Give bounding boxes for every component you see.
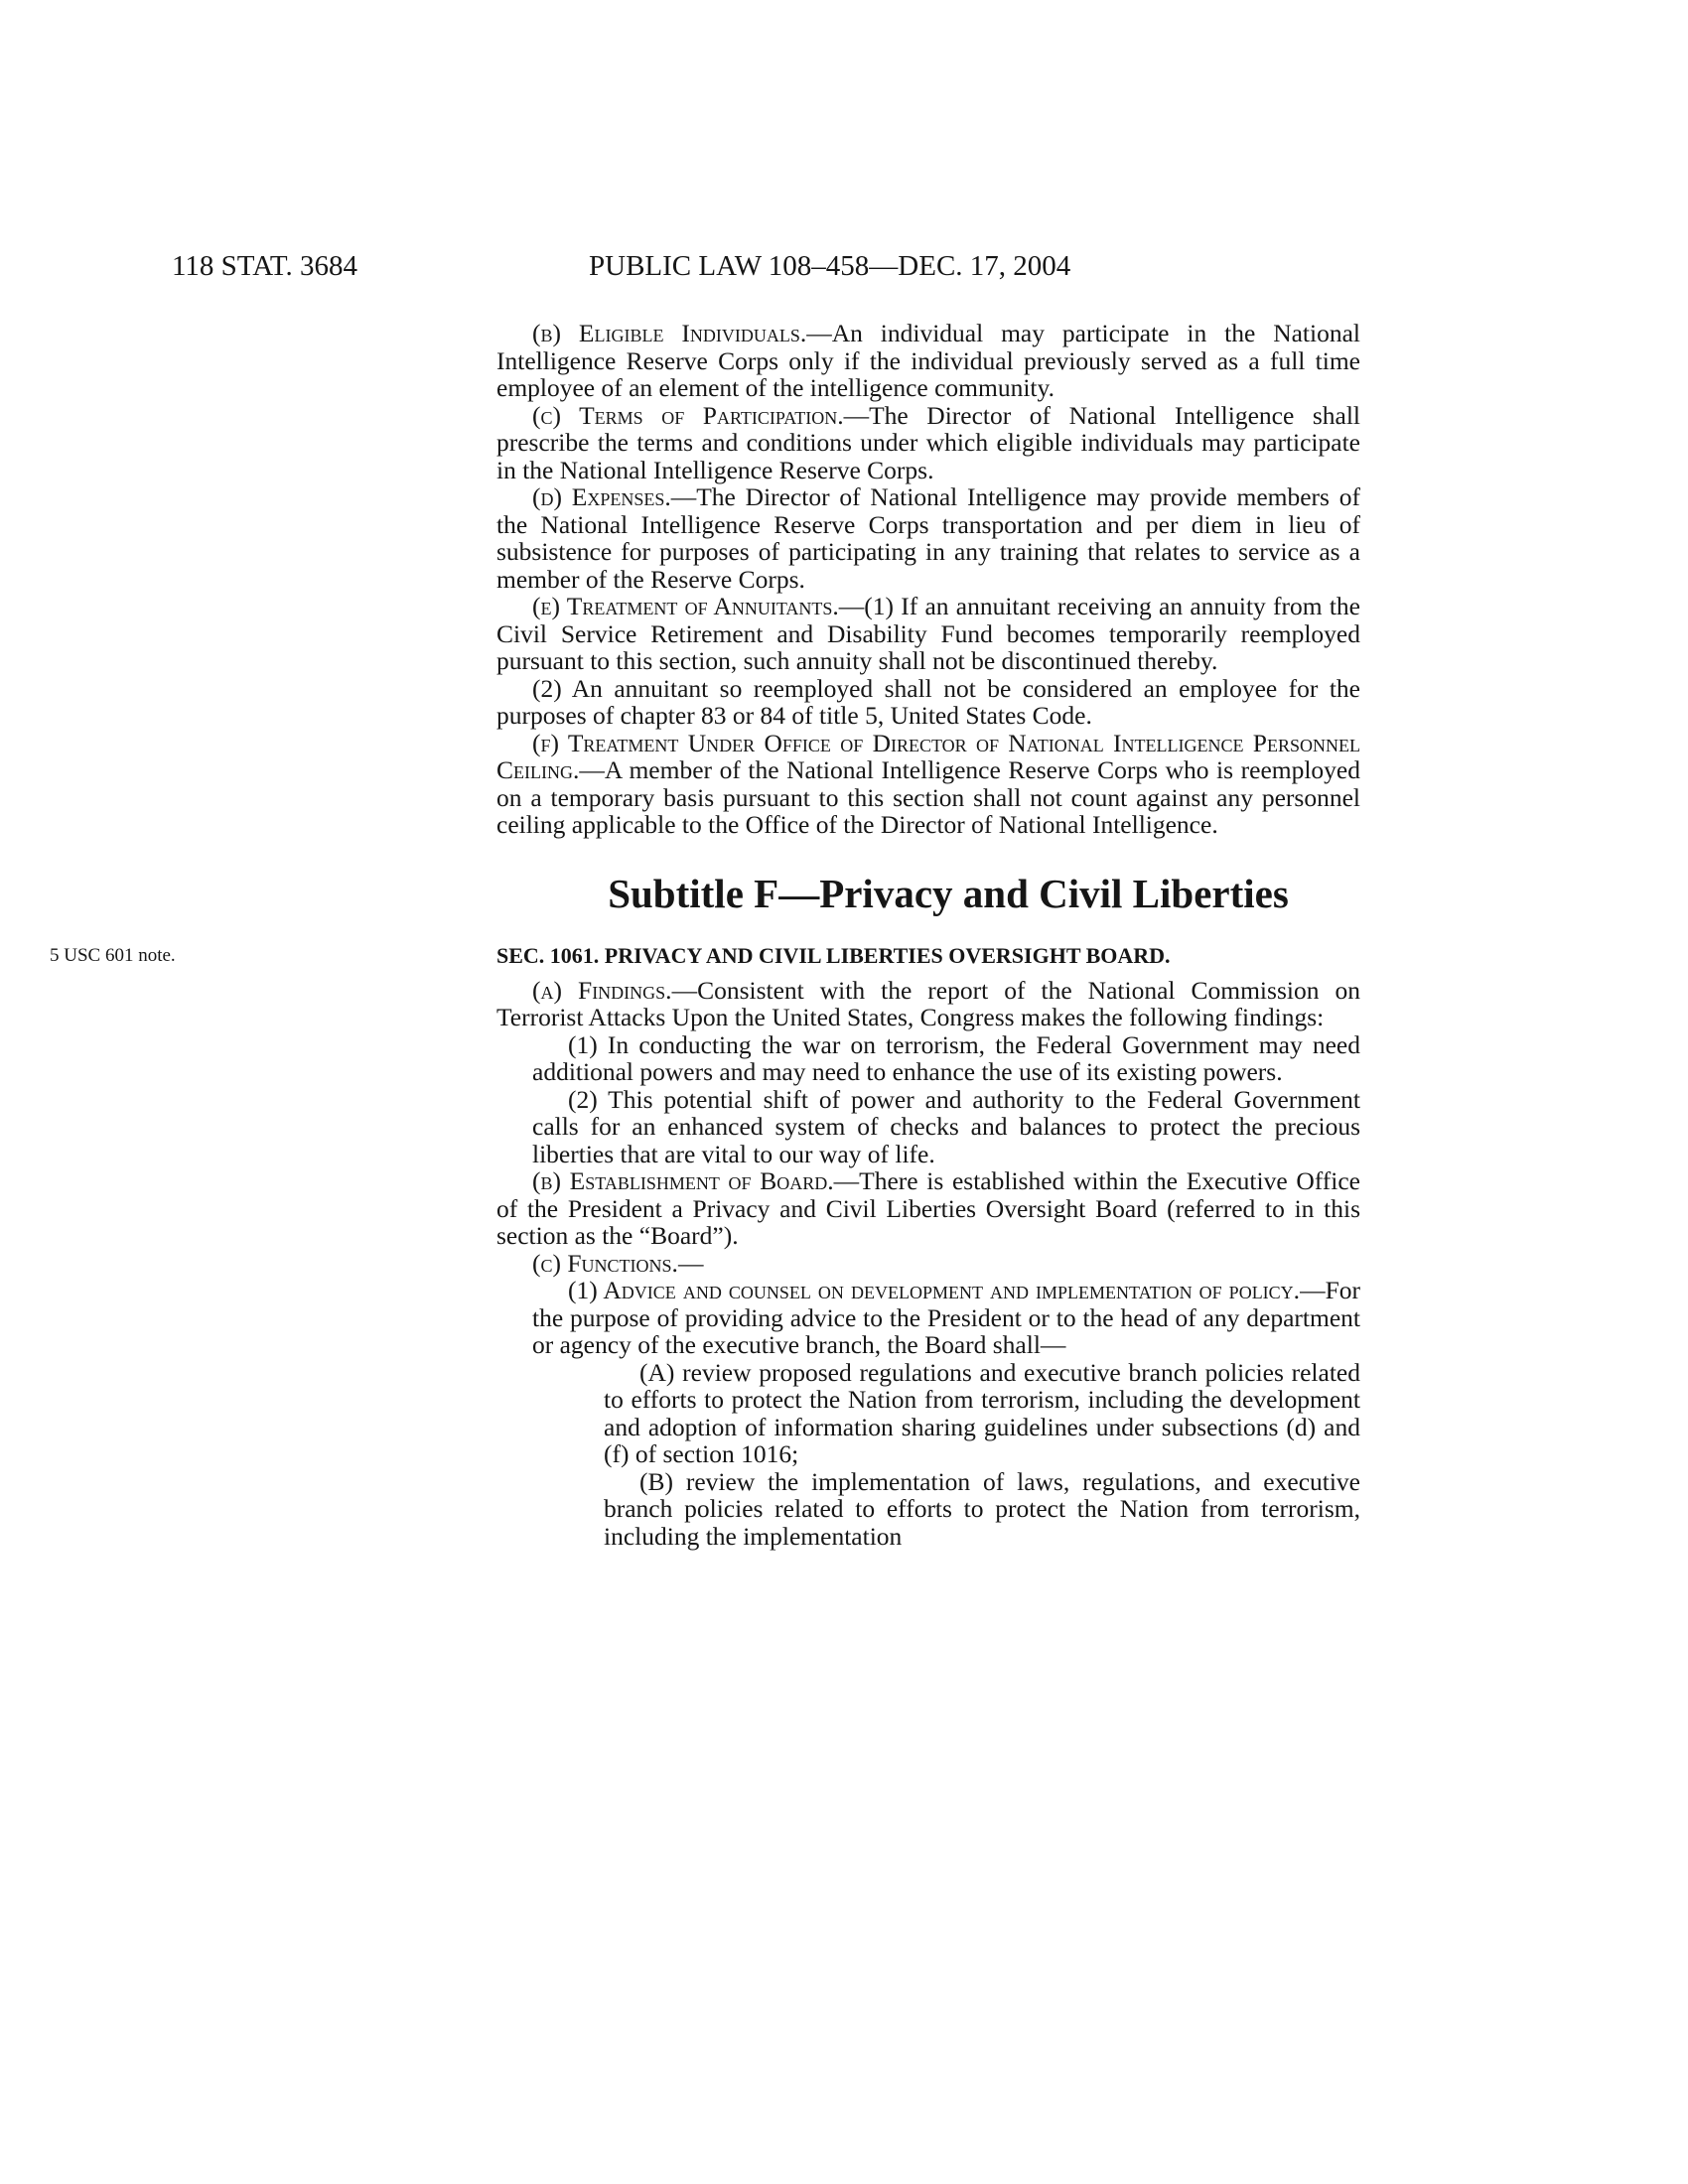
paragraph-text: —A member of the National Intelligence Reserve Corps who is reemployed on a temporary basis pursuant to this section shall not count against any personnel ceiling applicable to the Office of the Director of National Intelligence. — [496, 755, 1360, 839]
paragraph-text: —There is established within the Executive Office of the President a Privacy and Civil Liberties Oversight Board (referred to in this section as the “Board”). — [496, 1166, 1361, 1250]
page-header — [0, 250, 1688, 290]
body-column — [50, 319, 1361, 1551]
paragraph-text: (2) This potential shift of power and authority to the Federal Government calls for an enhanced system of checks and balances to protect the precious liberties that are vital to our way of life. — [532, 1084, 1360, 1168]
section-heading: SEC. 1061. PRIVACY AND CIVIL LIBERTIES OVERSIGHT BOARD. — [496, 942, 1171, 968]
paragraph-text: — — [677, 1248, 704, 1278]
margin-note: 5 USC 601 note. — [50, 944, 176, 966]
paragraph-b-eligible-individuals — [496, 320, 1360, 402]
paragraph-a-findings — [496, 977, 1360, 1031]
paragraph-text: —For the purpose of providing advice to the President or to the head of any department or agency of the executive branch, the Board shall— — [532, 1276, 1360, 1359]
paragraph-heading: (1) Advice and counsel on development and implementation of policy. — [568, 1276, 1301, 1304]
paragraph-heading: (d) Expenses. — [532, 482, 671, 511]
public-law-title: PUBLIC LAW 108–458—DEC. 17, 2004 — [589, 250, 1071, 282]
paragraph-text: (A) review proposed regulations and executive branch policies related to efforts to protect the Nation from terrorism, including the development and adoption of information sharing guidelines under subsections (d) and (f) of section 1016; — [604, 1357, 1360, 1468]
function-1-a — [604, 1359, 1360, 1468]
paragraph-text: —(1) If an annuitant receiving an annuity from the Civil Service Retirement and Disability Fund becomes temporarily reemployed pursuant to this section, such annuity shall not be discontinued thereby. — [496, 592, 1361, 675]
paragraph-text: (B) review the implementation of laws, regulations, and executive branch policies related to efforts to protect the Nation from terrorism, including the implementation — [604, 1466, 1360, 1551]
paragraph-heading: (f) Treatment Under Office of Director of National Intelligence Personnel Ceiling. — [496, 728, 1360, 784]
function-1-b — [604, 1468, 1360, 1551]
paragraph-d-expenses — [496, 483, 1360, 593]
paragraph-text: —The Director of National Intelligence shall prescribe the terms and conditions under which eligible individuals may participate in the National Intelligence Reserve Corps. — [496, 400, 1360, 484]
function-1-advice-and-counsel — [532, 1277, 1360, 1359]
finding-2 — [532, 1086, 1360, 1168]
paragraph-b-establishment-of-board — [496, 1167, 1360, 1250]
paragraph-text: (2) An annuitant so reemployed shall not be considered an employee for the purposes of chapter 83 or 84 of title 5, United States Code. — [496, 673, 1360, 730]
paragraph-f-personnel-ceiling — [496, 730, 1360, 839]
paragraph-c-functions — [496, 1250, 1360, 1278]
paragraph-heading: (a) Findings. — [532, 975, 672, 1005]
paragraph-heading: (e) Treatment of Annuitants. — [532, 592, 839, 620]
subtitle-heading: Subtitle F—Privacy and Civil Liberties — [608, 870, 1289, 916]
paragraph-text: —The Director of National Intelligence may provide members of the National Intelligence Reserve Corps transportation and per diem in lieu of subsistence for purposes of participating in any training that relates to service as a member of the Reserve Corps. — [496, 482, 1360, 594]
section-1061 — [50, 942, 1360, 969]
paragraph-heading: (c) Functions. — [532, 1248, 678, 1278]
paragraph-text: —Consistent with the report of the National Commission on Terrorist Attacks Upon the United States, Congress makes the following findings: — [496, 975, 1360, 1031]
paragraph-heading: (c) Terms of Participation. — [532, 400, 844, 430]
paragraph-heading: (b) Eligible Individuals. — [532, 319, 807, 347]
paragraph-e-2 — [496, 675, 1360, 730]
paragraph-text: (1) In conducting the war on terrorism, the Federal Government may need additional powers and may need to enhance the use of its existing powers. — [532, 1029, 1360, 1086]
paragraph-c-terms-of-participation — [496, 402, 1360, 484]
paragraph-heading: (b) Establishment of Board. — [532, 1166, 834, 1195]
paragraph-text: —An individual may participate in the National Intelligence Reserve Corps only if the individual previously served as a full time employee of an element of the intelligence community. — [496, 319, 1361, 402]
finding-1 — [532, 1031, 1360, 1086]
statute-citation: 118 STAT. 3684 — [172, 250, 357, 282]
paragraph-e-treatment-of-annuitants — [496, 593, 1360, 675]
